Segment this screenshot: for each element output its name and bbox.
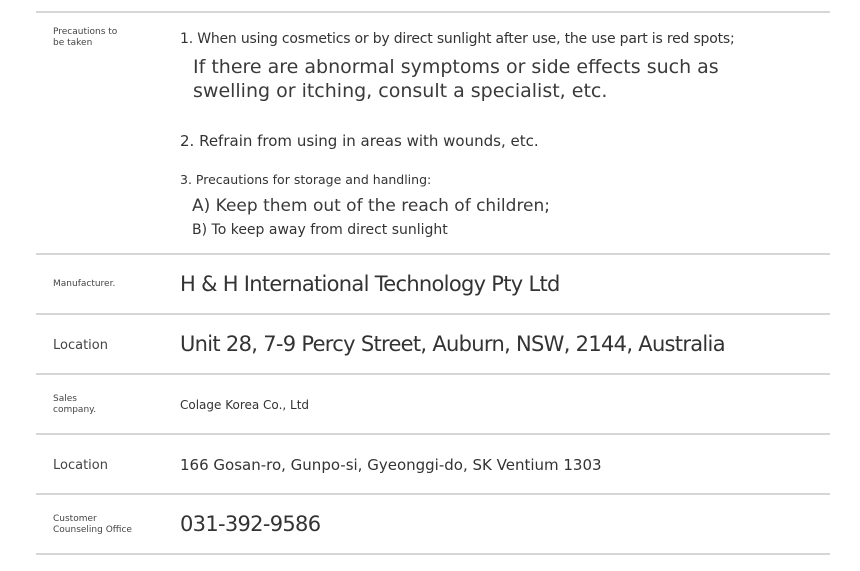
precaution-item-3b: B) To keep away from direct sunlight xyxy=(192,222,448,238)
precaution-item-1: 1. When using cosmetics or by direct sunlight after use, the use part is red spots; xyxy=(180,31,735,47)
manufacturer-row xyxy=(36,255,830,315)
precautions-label: Precautions to be taken xyxy=(53,27,118,48)
precaution-item-3: 3. Precautions for storage and handling: xyxy=(180,172,432,187)
product-info-table xyxy=(36,11,830,555)
customer-office-label: Customer Counseling Office xyxy=(53,514,132,535)
customer-office-row xyxy=(36,495,830,555)
precaution-item-3a: A) Keep them out of the reach of children; xyxy=(192,196,551,216)
manufacturer-location-label: Location xyxy=(53,338,108,353)
sales-location-label: Location xyxy=(53,458,108,473)
precaution-item-1-detail: If there are abnormal symptoms or side effects such as swelling or itching, consult a specialist, etc. xyxy=(193,56,719,102)
sales-company-value: Colage Korea Co., Ltd xyxy=(180,398,310,412)
precautions-row xyxy=(36,13,830,255)
manufacturer-label: Manufacturer. xyxy=(53,279,116,289)
manufacturer-value: H & H International Technology Pty Ltd xyxy=(180,272,560,296)
manufacturer-location-row xyxy=(36,315,830,375)
sales-company-label: Sales company. xyxy=(53,394,97,415)
sales-company-row xyxy=(36,375,830,435)
customer-office-value: 031-392-9586 xyxy=(180,512,321,536)
manufacturer-location-value: Unit 28, 7-9 Percy Street, Auburn, NSW, 2144, Australia xyxy=(180,332,725,356)
sales-location-row xyxy=(36,435,830,495)
sales-location-value: 166 Gosan-ro, Gunpo-si, Gyeonggi-do, SK Ventium 1303 xyxy=(180,456,602,474)
precaution-item-2: 2. Refrain from using in areas with wounds, etc. xyxy=(180,132,539,150)
